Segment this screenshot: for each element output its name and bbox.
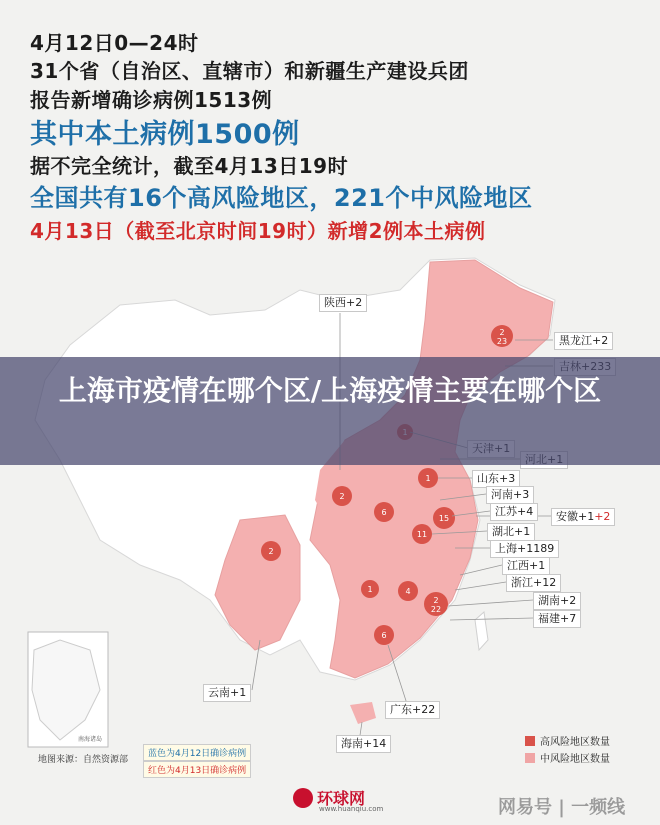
marker-jiangsu-area-label: 15 <box>438 514 450 523</box>
svg-text:南海诸岛: 南海诸岛 <box>77 736 103 743</box>
globe-icon <box>293 788 313 808</box>
label-shandong: 山东+3 <box>472 470 520 488</box>
marker-jiangxi-area-label: 4 <box>405 587 411 596</box>
marker-sichuan-area-label: 2 <box>268 547 274 556</box>
headline-line-3: 报告新增确诊病例1513例 <box>30 88 273 112</box>
headline-line-2: 31个省（自治区、直辖市）和新疆生产建设兵团 <box>30 59 469 83</box>
headline-line-5: 据不完全统计，截至4月13日19时 <box>30 154 349 178</box>
marker-zhejiang-fujian-mid: 22 <box>430 605 442 614</box>
marker-henan-area-label: 6 <box>381 508 387 517</box>
legend-high-swatch <box>525 736 535 746</box>
note-blue: 蓝色为4月12日确诊病例 <box>143 744 251 761</box>
map-source: 地图来源：自然资源部 <box>38 755 129 765</box>
marker-shaanxi-area-label: 2 <box>339 492 345 501</box>
hainan-island <box>350 702 376 724</box>
headline-line-1: 4月12日0—24时 <box>30 31 199 55</box>
label-zhejiang: 浙江+12 <box>506 574 561 592</box>
logo-url: www.huanqiu.com <box>319 805 384 813</box>
watermark: 网易号 | 一频线 <box>498 797 626 818</box>
label-anhui <box>551 508 615 526</box>
label-henan: 河南+3 <box>486 486 534 504</box>
marker-zhejiang-fujian-high: 2 <box>433 596 439 605</box>
label-jiangxi: 江西+1 <box>502 557 550 575</box>
legend-mid-label: 中风险地区数量 <box>540 754 610 765</box>
label-hainan: 海南+14 <box>336 735 391 753</box>
marker-shandong-area-label: 1 <box>425 474 431 483</box>
marker-guangdong-area-label: 6 <box>381 631 387 640</box>
label-yunnan: 云南+1 <box>203 684 251 702</box>
headline-line-4: 其中本土病例1500例 <box>30 119 300 150</box>
label-shanghai: 上海+1189 <box>490 540 559 558</box>
label-jiangsu: 江苏+4 <box>490 503 538 521</box>
headline-line-6: 全国共有16个高风险地区，221个中风险地区 <box>30 184 533 212</box>
label-anhui-extra: +2 <box>594 510 611 523</box>
banner-title: 上海市疫情在哪个区/上海疫情主要在哪个区 <box>58 374 602 407</box>
marker-heilongjiang-mid: 23 <box>496 337 508 346</box>
legend-high-risk <box>525 733 610 748</box>
marker-hunan-area-label: 1 <box>367 585 373 594</box>
legend-mid-swatch <box>525 753 535 763</box>
label-hunan: 湖南+2 <box>533 592 581 610</box>
label-anhui-cases: 安徽+1 <box>556 510 595 523</box>
marker-heilongjiang-high: 2 <box>499 328 505 337</box>
label-hubei: 湖北+1 <box>487 523 535 541</box>
note-red: 红色为4月13日确诊病例 <box>143 761 251 778</box>
label-heilongjiang: 黑龙江+2 <box>554 332 613 350</box>
huanqiu-logo <box>293 786 384 813</box>
legend-high-label: 高风险地区数量 <box>540 737 610 748</box>
logo-name: 环球网 <box>317 789 366 808</box>
label-fujian: 福建+7 <box>533 610 581 628</box>
taiwan-island <box>475 612 488 650</box>
label-shaanxi: 陕西+2 <box>319 294 367 312</box>
label-guangdong: 广东+22 <box>385 701 440 719</box>
marker-anhui-area-label: 11 <box>416 530 428 539</box>
inset-map <box>28 632 108 747</box>
headline-line-7: 4月13日（截至北京时间19时）新增2例本土病例 <box>30 219 486 243</box>
legend-mid-risk <box>525 750 610 765</box>
